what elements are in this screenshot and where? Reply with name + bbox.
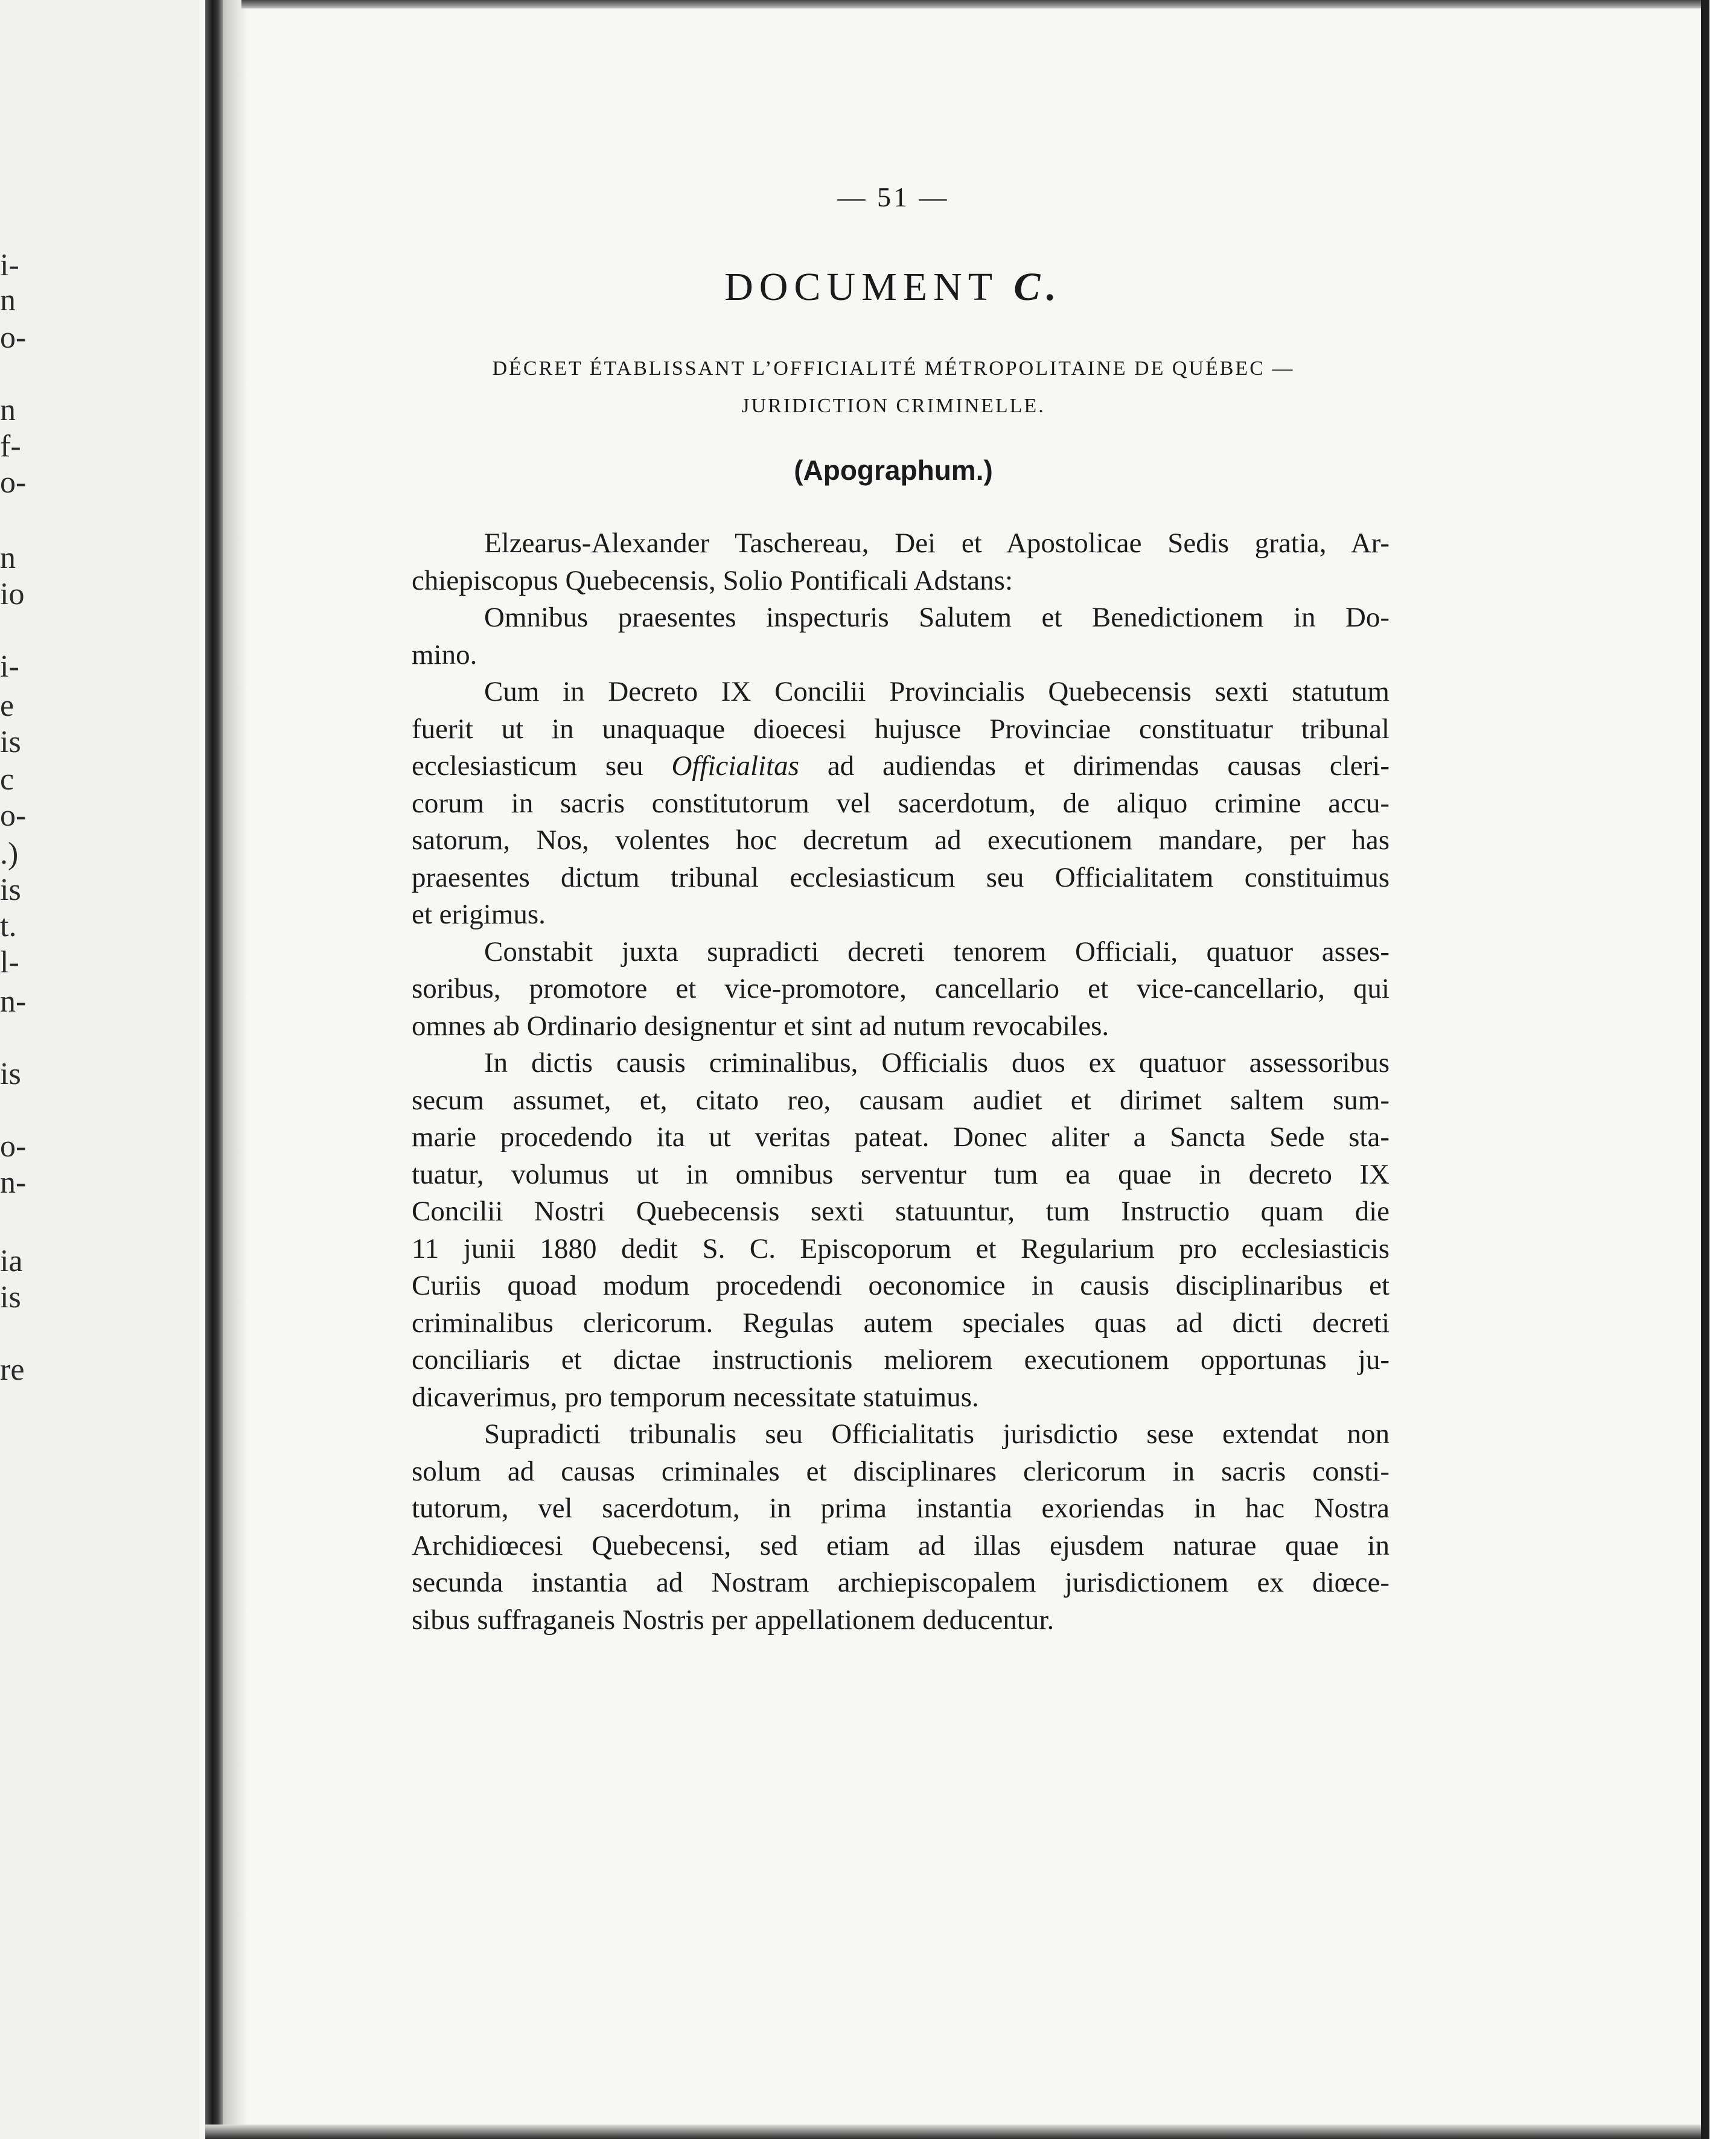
text-line: soribus, promotore et vice-promotore, cancellario et vice-cancellario, qui	[412, 973, 1390, 1004]
title-prefix: DOCUMENT	[724, 265, 998, 309]
left-fragment: l-	[0, 945, 19, 980]
book-gutter-fade	[223, 0, 247, 2139]
subtitle-line-2: JURIDICTION CRIMINELLE.	[741, 395, 1045, 417]
text-line: secum assumet, et, citato reo, causam audiet et dirimet saltem sum-	[412, 1084, 1390, 1116]
text-line	[412, 748, 1390, 785]
text-line: Elzearus-Alexander Taschereau, Dei et Apostolicae Sedis gratia, Ar-	[484, 528, 1390, 559]
text-line: tuatur, volumus ut in omnibus serventur tum ea quae in decreto IX	[412, 1158, 1390, 1190]
italic-term: Officialitas	[671, 750, 799, 782]
title-letter: C.	[1013, 265, 1062, 309]
book-gutter-shadow	[205, 0, 223, 2139]
left-fragment: n-	[0, 1165, 27, 1200]
left-fragment: o-	[0, 799, 27, 833]
left-fragment: n-	[0, 984, 27, 1019]
left-fragment: is	[0, 1057, 21, 1091]
left-fragment: c	[0, 762, 14, 797]
text-line: satorum, Nos, volentes hoc decretum ad executionem mandare, per has	[412, 824, 1390, 856]
text-line: et erigimus.	[412, 899, 546, 930]
decree-subtitle	[423, 350, 1364, 425]
text-line: corum in sacris constitutorum vel sacerdotum, de aliquo crimine accu-	[412, 787, 1390, 819]
decree-body	[412, 525, 1390, 1639]
text-line: chiepiscopus Quebecensis, Solio Pontificali Adstans:	[412, 564, 1013, 596]
document-title	[543, 264, 1243, 310]
text-segment: ecclesiasticum seu	[412, 750, 643, 782]
text-line: omnes ab Ordinario designentur et sint ad nutum revocabiles.	[412, 1010, 1109, 1042]
text-line: Cum in Decreto IX Concilii Provincialis Quebecensis sexti statutum	[484, 676, 1390, 707]
left-fragment: ia	[0, 1244, 23, 1278]
left-fragment: o-	[0, 1129, 27, 1164]
text-line: tutorum, vel sacerdotum, in prima instantia exoriendas in hac Nostra	[412, 1493, 1390, 1524]
left-fragment: i-	[0, 649, 19, 684]
text-line: fuerit ut in unaquaque dioecesi hujusce Provinciae constituatur tribunal	[412, 713, 1390, 745]
subtitle-line-1: DÉCRET ÉTABLISSANT L’OFFICIALITÉ MÉTROPOLITAINE DE QUÉBEC —	[492, 357, 1295, 380]
text-line: In dictis causis criminalibus, Officialis duos ex quatuor assessoribus	[484, 1047, 1390, 1079]
page-right-edge	[1701, 0, 1709, 2139]
scan-margin	[1709, 0, 1736, 2139]
page-number: — 51 —	[837, 182, 949, 212]
apograph-label: (Apographum.)	[794, 454, 993, 486]
text-line: praesentes dictum tribunal ecclesiasticum seu Officialitatem constituimus	[412, 861, 1390, 893]
left-fragment: n	[0, 283, 16, 317]
left-fragment: f-	[0, 429, 21, 464]
text-line: mino.	[412, 639, 477, 671]
text-line: Curiis quoad modum procedendi oeconomice in causis disciplinaribus et	[412, 1270, 1390, 1301]
left-fragment: n	[0, 393, 16, 427]
left-fragment: is	[0, 725, 21, 759]
left-fragment: e	[0, 689, 14, 723]
left-fragment: is	[0, 873, 21, 907]
text-line: Concilii Nostri Quebecensis sexti statuuntur, tum Instructio quam die	[412, 1196, 1390, 1227]
text-line: Omnibus praesentes inspecturis Salutem et Benedictionem in Do-	[484, 602, 1390, 633]
page-top-edge	[241, 0, 1701, 8]
left-fragment: i-	[0, 248, 19, 282]
text-line: Archidiœcesi Quebecensi, sed etiam ad illas ejusdem naturae quae in	[412, 1529, 1390, 1561]
left-fragment: is	[0, 1280, 21, 1315]
text-line: Supradicti tribunalis seu Officialitatis jurisdictio sese extendat non	[484, 1418, 1390, 1450]
page-bottom-edge	[205, 2125, 1701, 2139]
facing-page-edge	[0, 0, 199, 2139]
left-fragment: io	[0, 577, 25, 611]
text-line: solum ad causas criminales et disciplinares clericorum in sacris consti-	[412, 1455, 1390, 1487]
text-line: Constabit juxta supradicti decreti tenorem Officiali, quatuor asses-	[484, 936, 1390, 967]
left-fragment: re	[0, 1353, 25, 1387]
text-line: conciliaris et dictae instructionis meliorem executionem opportunas ju-	[412, 1344, 1390, 1376]
left-fragment: o-	[0, 320, 27, 355]
text-line: sibus suffraganeis Nostris per appellationem deducentur.	[412, 1604, 1055, 1636]
text-line: 11 junii 1880 dedit S. C. Episcoporum et Regularium pro ecclesiasticis	[412, 1232, 1390, 1264]
text-line: secunda instantia ad Nostram archiepiscopalem jurisdictionem ex diœce-	[412, 1567, 1390, 1598]
left-fragment: .)	[0, 837, 19, 871]
left-fragment: t.	[0, 909, 17, 943]
text-line: criminalibus clericorum. Regulas autem speciales quas ad dicti decreti	[412, 1307, 1390, 1339]
text-line: marie procedendo ita ut veritas pateat. Donec aliter a Sancta Sede sta-	[412, 1121, 1390, 1153]
left-fragment: o-	[0, 465, 27, 500]
left-fragment: n	[0, 541, 16, 575]
text-segment: ad audiendas et dirimendas causas cleri-	[827, 750, 1390, 782]
text-line: dicaverimus, pro temporum necessitate statuimus.	[412, 1381, 979, 1413]
